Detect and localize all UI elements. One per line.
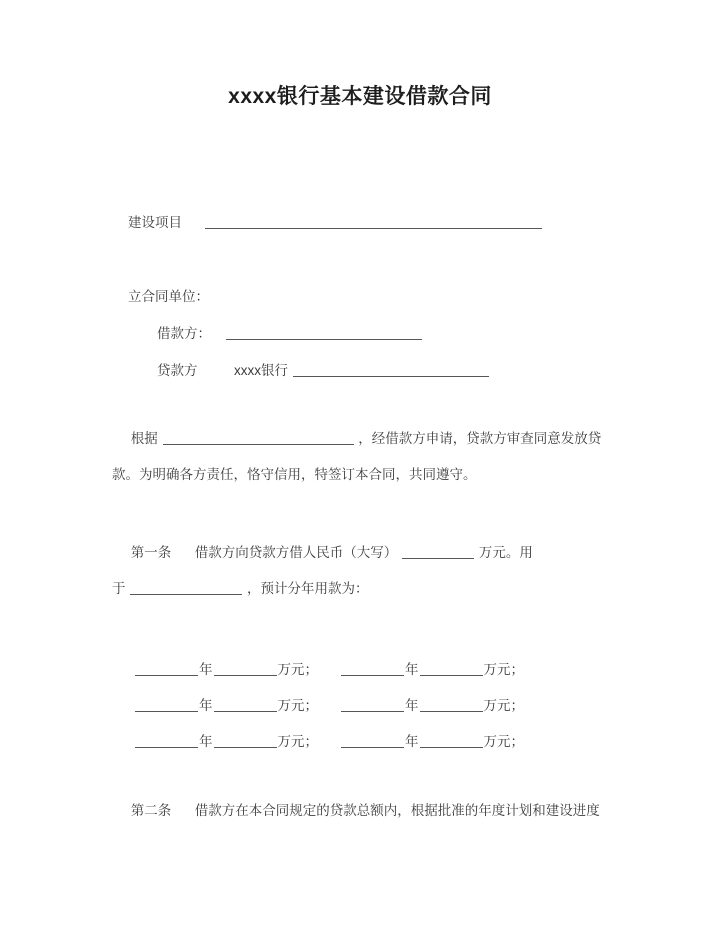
preamble-suffix: ，经借款方申请，贷款方审查同意发放贷 bbox=[358, 431, 602, 446]
article-one-amount-blank[interactable] bbox=[402, 545, 474, 559]
amount-blank-left[interactable] bbox=[214, 698, 277, 712]
year-blank-left[interactable] bbox=[135, 734, 198, 748]
year-unit-label: 年 bbox=[199, 734, 213, 749]
article-one-text-after-blank: 万元。用 bbox=[478, 545, 533, 560]
construction-project-label: 建设项目 bbox=[128, 215, 182, 230]
amount-blank-left[interactable] bbox=[214, 734, 277, 748]
article-one-purpose-tail: ，预计分年用款为： bbox=[247, 581, 369, 596]
year-unit-label: 年 bbox=[405, 662, 419, 677]
article-two-line-1 bbox=[112, 793, 620, 829]
lender-value: xxxx银行 bbox=[234, 363, 289, 378]
amount-unit-label: 万元； bbox=[277, 662, 318, 677]
amount-unit-label: 万元； bbox=[277, 698, 318, 713]
article-one-text-before-blank: 借款方向贷款方借人民币（大写） bbox=[194, 545, 398, 560]
annual-drawdown-row bbox=[134, 724, 524, 760]
amount-blank-left[interactable] bbox=[214, 662, 277, 676]
year-unit-label: 年 bbox=[199, 698, 213, 713]
construction-project-row bbox=[128, 213, 543, 233]
amount-unit-label: 万元； bbox=[277, 734, 318, 749]
amount-blank-right[interactable] bbox=[420, 734, 483, 748]
article-one-line-1 bbox=[112, 535, 620, 571]
construction-project-blank[interactable] bbox=[205, 215, 542, 229]
parties-heading-row bbox=[128, 287, 209, 307]
article-one-heading: 第一条 bbox=[130, 545, 172, 560]
amount-unit-label: 万元； bbox=[483, 698, 524, 713]
year-blank-left[interactable] bbox=[135, 698, 198, 712]
article-one-paragraph bbox=[112, 535, 620, 607]
lender-label: 贷款方 bbox=[157, 363, 198, 378]
year-unit-label: 年 bbox=[405, 698, 419, 713]
lender-blank[interactable] bbox=[293, 363, 489, 377]
year-blank-right[interactable] bbox=[341, 698, 404, 712]
article-two-paragraph bbox=[112, 793, 620, 829]
preamble-prefix: 根据 bbox=[130, 431, 158, 446]
year-unit-label: 年 bbox=[405, 734, 419, 749]
year-blank-right[interactable] bbox=[341, 662, 404, 676]
article-two-heading: 第二条 bbox=[130, 803, 172, 818]
amount-unit-label: 万元； bbox=[483, 662, 524, 677]
article-one-purpose-blank[interactable] bbox=[130, 581, 242, 595]
article-one-purpose-lead: 于 bbox=[112, 581, 126, 596]
preamble-paragraph bbox=[112, 421, 620, 493]
year-unit-label: 年 bbox=[199, 662, 213, 677]
amount-blank-right[interactable] bbox=[420, 662, 483, 676]
parties-heading: 立合同单位： bbox=[128, 289, 209, 304]
preamble-basis-blank[interactable] bbox=[163, 431, 354, 445]
amount-unit-label: 万元； bbox=[483, 734, 524, 749]
borrower-row bbox=[157, 324, 423, 344]
annual-drawdown-row bbox=[134, 652, 524, 688]
year-blank-left[interactable] bbox=[135, 662, 198, 676]
annual-drawdown-row bbox=[134, 688, 524, 724]
preamble-line-2-text: 款。为明确各方责任，恪守信用，特签订本合同，共同遵守。 bbox=[112, 467, 477, 482]
borrower-label: 借款方： bbox=[157, 326, 211, 341]
amount-blank-right[interactable] bbox=[420, 698, 483, 712]
preamble-line-2 bbox=[112, 457, 620, 493]
page-title: xxxx银行基本建设借款合同 bbox=[228, 85, 492, 108]
lender-row bbox=[157, 361, 490, 381]
preamble-line-1 bbox=[112, 421, 620, 457]
year-blank-right[interactable] bbox=[341, 734, 404, 748]
article-one-line-2 bbox=[112, 571, 620, 607]
annual-drawdown-table bbox=[134, 652, 524, 760]
article-two-text: 借款方在本合同规定的贷款总额内，根据批准的年度计划和建设进度 bbox=[194, 803, 600, 818]
borrower-blank[interactable] bbox=[226, 326, 422, 340]
